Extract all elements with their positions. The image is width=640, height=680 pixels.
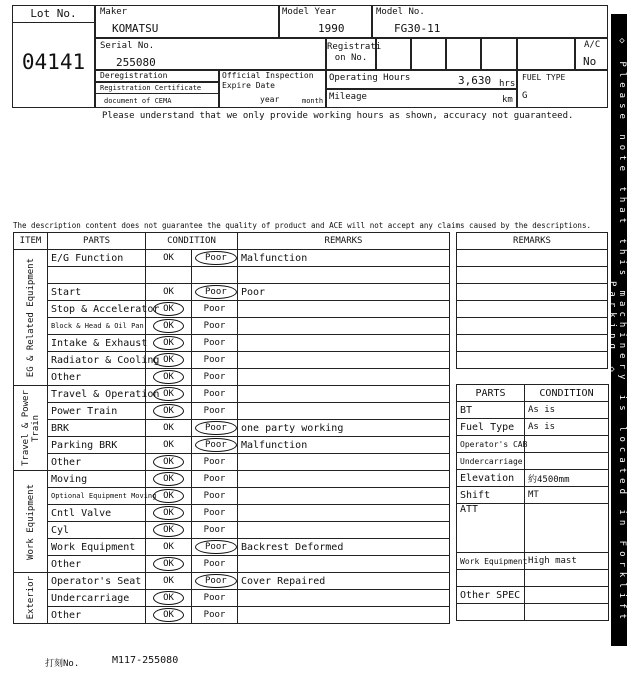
condition-ok-cell[interactable] <box>146 437 192 454</box>
year-label: year <box>260 95 280 104</box>
spec-col-parts-header: PARTS <box>457 385 525 402</box>
remark-cell <box>238 318 450 335</box>
spec-condition: As is <box>525 402 609 419</box>
table-row <box>14 556 450 573</box>
spec-row <box>457 553 609 570</box>
spec-condition: As is <box>525 419 609 436</box>
ok-option[interactable]: OK <box>153 591 184 605</box>
poor-option[interactable]: Poor <box>203 304 226 314</box>
remark-cell <box>238 607 450 624</box>
spec-condition: 約4500mm <box>525 470 609 487</box>
ok-option[interactable]: OK <box>153 557 184 571</box>
part-name: Block & Head & Oil Pan <box>48 318 146 335</box>
remark-cell <box>238 505 450 522</box>
ok-option[interactable]: OK <box>163 440 174 450</box>
ok-option[interactable]: OK <box>163 253 174 263</box>
part-name: Work Equipment <box>48 539 146 556</box>
poor-option[interactable]: Poor <box>203 406 226 416</box>
poor-option[interactable]: Poor <box>195 438 237 452</box>
condition-ok-cell[interactable] <box>146 352 192 369</box>
spec-condition <box>525 587 609 604</box>
disclaimer: The description content does not guarantee the quality of product and ACE will not accept any claims caused by the descriptions. <box>13 221 591 230</box>
right-remarks-body <box>457 233 608 369</box>
ok-option[interactable]: OK <box>153 472 184 486</box>
spec-row <box>457 504 609 553</box>
remarks-row <box>457 335 608 352</box>
model-no-value: FG30-11 <box>394 22 441 35</box>
serial-value: 255080 <box>116 56 156 69</box>
condition-poor-cell[interactable] <box>192 335 238 352</box>
condition-ok-cell[interactable] <box>146 386 192 403</box>
poor-option[interactable]: Poor <box>203 508 226 518</box>
fuel-type-value: G <box>522 91 528 101</box>
group-cell <box>14 250 48 386</box>
lot-number: 04141 <box>21 50 86 74</box>
mileage-label: Mileage <box>329 92 367 102</box>
condition-poor-cell[interactable] <box>192 284 238 301</box>
remark-cell <box>238 488 450 505</box>
condition-ok-cell[interactable] <box>146 505 192 522</box>
remark-cell <box>238 590 450 607</box>
condition-poor-cell[interactable] <box>192 437 238 454</box>
spec-condition <box>525 504 609 553</box>
spec-part: BT <box>457 402 525 419</box>
part-name: Parking BRK <box>48 437 146 454</box>
poor-option[interactable]: Poor <box>203 474 226 484</box>
condition-poor-cell[interactable] <box>192 352 238 369</box>
remark-cell <box>238 369 450 386</box>
spec-part: Operator's CAB <box>457 436 525 453</box>
part-name: Other <box>48 607 146 624</box>
poor-option[interactable]: Poor <box>203 525 226 535</box>
spec-part: Undercarriage <box>457 453 525 470</box>
right-remarks-header: REMARKS <box>457 233 608 250</box>
part-name: Cyl <box>48 522 146 539</box>
spec-row <box>457 604 609 621</box>
part-name: BRK <box>48 420 146 437</box>
operating-hours-value: 3,630 <box>458 74 492 87</box>
registration-box-5 <box>517 38 575 70</box>
condition-table-header <box>14 233 450 250</box>
remarks-cell[interactable] <box>457 250 608 267</box>
table-row <box>14 267 450 284</box>
poor-option[interactable]: Poor <box>195 540 237 554</box>
part-name: Stop & Accelerator <box>48 301 146 318</box>
poor-option[interactable]: Poor <box>203 593 226 603</box>
table-row <box>14 403 450 420</box>
condition-poor-cell[interactable] <box>192 607 238 624</box>
remark-cell <box>238 301 450 318</box>
ok-option[interactable]: OK <box>153 489 184 503</box>
group-cell <box>14 471 48 573</box>
group-cell <box>14 386 48 471</box>
stamp-number: M117-255080 <box>112 655 179 666</box>
remark-cell <box>238 267 450 284</box>
remarks-row <box>457 318 608 335</box>
poor-option[interactable]: Poor <box>203 389 226 399</box>
spec-col-condition-header: CONDITION <box>525 385 609 402</box>
model-year-label: Model Year <box>282 7 337 17</box>
condition-ok-cell[interactable] <box>146 590 192 607</box>
remarks-cell[interactable] <box>457 301 608 318</box>
remarks-row <box>457 284 608 301</box>
part-name: Cntl Valve <box>48 505 146 522</box>
remark-cell <box>238 471 450 488</box>
spec-part <box>457 604 525 621</box>
operating-hours-label: Operating Hours <box>329 73 411 83</box>
col-parts-header: PARTS <box>48 233 146 250</box>
registration-box-1 <box>376 38 411 70</box>
table-row <box>14 454 450 471</box>
condition-ok-cell[interactable] <box>146 318 192 335</box>
ok-option[interactable]: OK <box>163 576 174 586</box>
part-name: Power Train <box>48 403 146 420</box>
ok-option[interactable]: OK <box>163 542 174 552</box>
poor-option[interactable]: Poor <box>203 338 226 348</box>
hours-note: Please understand that we only provide working hours as shown, accuracy not guaranteed. <box>102 111 574 121</box>
condition-poor-cell[interactable] <box>192 471 238 488</box>
condition-poor-cell[interactable] <box>192 454 238 471</box>
table-row <box>14 420 450 437</box>
group-cell <box>14 573 48 624</box>
spec-row <box>457 470 609 487</box>
maker-value: KOMATSU <box>112 22 159 35</box>
table-row <box>14 369 450 386</box>
remarks-cell[interactable] <box>457 352 608 369</box>
remark-cell <box>238 454 450 471</box>
table-row <box>14 301 450 318</box>
spec-table-body <box>457 385 609 621</box>
spec-row <box>457 419 609 436</box>
registration-label: Registrati on No. <box>327 42 382 63</box>
spec-part: Other SPEC <box>457 587 525 604</box>
spec-part: Fuel Type <box>457 419 525 436</box>
col-remarks-header: REMARKS <box>238 233 450 250</box>
table-row <box>14 284 450 301</box>
condition-ok-cell[interactable] <box>146 284 192 301</box>
ok-option[interactable]: OK <box>153 319 184 333</box>
table-row <box>14 250 450 267</box>
ok-option[interactable]: OK <box>153 336 184 350</box>
part-name: Radiator & Cooling <box>48 352 146 369</box>
deregistration-label: Deregistration <box>100 71 168 80</box>
remark-cell <box>238 556 450 573</box>
condition-ok-cell[interactable] <box>146 471 192 488</box>
condition-ok-cell[interactable] <box>146 488 192 505</box>
condition-poor-cell[interactable] <box>192 369 238 386</box>
spec-row <box>457 570 609 587</box>
remark-cell <box>238 403 450 420</box>
ok-option[interactable]: OK <box>153 353 184 367</box>
ok-option[interactable]: OK <box>153 302 184 316</box>
registration-box-4 <box>481 38 517 70</box>
spec-row <box>457 487 609 504</box>
spec-row <box>457 402 609 419</box>
remarks-cell[interactable] <box>457 318 608 335</box>
spec-part: Work Equipment <box>457 553 525 570</box>
poor-option[interactable]: Poor <box>203 559 226 569</box>
condition-ok-cell[interactable] <box>146 556 192 573</box>
table-row <box>14 335 450 352</box>
part-name: Operator's Seat <box>48 573 146 590</box>
table-row <box>14 522 450 539</box>
lot-label: Lot No. <box>30 7 77 20</box>
poor-option[interactable]: Poor <box>195 574 237 588</box>
poor-option[interactable]: Poor <box>203 610 226 620</box>
remark-cell: Malfunction <box>238 250 450 267</box>
fuel-type-label: FUEL TYPE <box>522 73 566 82</box>
condition-ok-cell[interactable] <box>146 301 192 318</box>
km-unit: km <box>502 95 513 105</box>
table-row <box>14 488 450 505</box>
ok-option[interactable]: OK <box>163 423 174 433</box>
ok-option[interactable]: OK <box>153 506 184 520</box>
condition-poor-cell[interactable] <box>192 488 238 505</box>
table-row <box>14 318 450 335</box>
table-row <box>14 386 450 403</box>
condition-ok-cell[interactable] <box>146 403 192 420</box>
model-year-value: 1990 <box>318 22 345 35</box>
spec-table <box>456 384 609 621</box>
condition-poor-cell[interactable] <box>192 505 238 522</box>
remarks-cell[interactable] <box>457 267 608 284</box>
condition-table-body <box>14 233 450 624</box>
part-name: Other <box>48 556 146 573</box>
spec-condition <box>525 570 609 587</box>
condition-poor-cell[interactable] <box>192 386 238 403</box>
table-row <box>14 352 450 369</box>
remarks-row <box>457 301 608 318</box>
poor-option[interactable]: Poor <box>195 285 237 299</box>
condition-poor-cell[interactable] <box>192 301 238 318</box>
spec-part: Elevation <box>457 470 525 487</box>
registration-box-3 <box>446 38 481 70</box>
hrs-unit: hrs <box>499 79 516 89</box>
remarks-cell[interactable] <box>457 335 608 352</box>
serial-label: Serial No. <box>100 41 155 51</box>
condition-poor-cell[interactable] <box>192 318 238 335</box>
remark-cell: one party working <box>238 420 450 437</box>
spec-row <box>457 436 609 453</box>
remark-cell <box>238 522 450 539</box>
right-remarks-table <box>456 232 608 369</box>
spec-condition <box>525 436 609 453</box>
spec-row <box>457 453 609 470</box>
part-name: Moving <box>48 471 146 488</box>
table-row <box>14 437 450 454</box>
group-label: Work Equipment <box>25 483 36 560</box>
poor-option[interactable]: Poor <box>195 251 237 265</box>
condition-ok-cell[interactable] <box>146 522 192 539</box>
spec-condition: High mast <box>525 553 609 570</box>
stamp-label: 打刻No. <box>45 659 80 669</box>
table-row <box>14 471 450 488</box>
condition-poor-cell[interactable] <box>192 590 238 607</box>
condition-poor-cell[interactable] <box>192 573 238 590</box>
ac-value: No <box>583 55 597 68</box>
ok-option[interactable]: OK <box>153 523 184 537</box>
poor-option[interactable]: Poor <box>203 457 226 467</box>
model-no-label: Model No. <box>376 7 425 17</box>
spec-condition <box>525 604 609 621</box>
table-row <box>14 590 450 607</box>
reg-cert-label: Registration Certificate <box>100 84 202 92</box>
condition-ok-cell[interactable] <box>146 267 192 284</box>
poor-option[interactable]: Poor <box>195 421 237 435</box>
condition-ok-cell[interactable] <box>146 369 192 386</box>
col-condition-header: CONDITION <box>146 233 238 250</box>
condition-ok-cell[interactable] <box>146 607 192 624</box>
part-name: Other <box>48 369 146 386</box>
condition-ok-cell[interactable] <box>146 420 192 437</box>
remarks-row <box>457 267 608 284</box>
table-row <box>14 607 450 624</box>
ok-option[interactable]: OK <box>153 608 184 622</box>
col-item-header: ITEM <box>14 233 48 250</box>
table-row <box>14 539 450 556</box>
condition-table <box>13 232 450 624</box>
condition-poor-cell[interactable] <box>192 403 238 420</box>
condition-ok-cell[interactable] <box>146 539 192 556</box>
side-note: ◇ Please note that this machinery is located in Forklift Parking ◇ <box>611 14 627 646</box>
month-label: month <box>302 97 324 105</box>
registration-box-2 <box>411 38 446 70</box>
inspection-label: Official Inspection Expire Date <box>222 71 314 90</box>
spec-part <box>457 570 525 587</box>
spec-condition <box>525 453 609 470</box>
table-row <box>14 573 450 590</box>
condition-poor-cell[interactable] <box>192 522 238 539</box>
spec-table-header <box>457 385 609 402</box>
table-row <box>14 505 450 522</box>
remark-cell: Malfunction <box>238 437 450 454</box>
condition-ok-cell[interactable] <box>146 335 192 352</box>
remark-cell <box>238 335 450 352</box>
ok-option[interactable]: OK <box>153 370 184 384</box>
ok-option[interactable]: OK <box>163 287 174 297</box>
group-label: Travel & Power Train <box>20 390 41 466</box>
remark-cell <box>238 386 450 403</box>
ok-option[interactable]: OK <box>153 387 184 401</box>
condition-poor-cell[interactable] <box>192 250 238 267</box>
part-name: Start <box>48 284 146 301</box>
remark-cell: Cover Repaired <box>238 573 450 590</box>
remark-cell: Backrest Deformed <box>238 539 450 556</box>
poor-option[interactable]: Poor <box>203 355 226 365</box>
remarks-cell[interactable] <box>457 284 608 301</box>
group-label: Exterior <box>25 576 36 620</box>
part-name: Travel & Operation <box>48 386 146 403</box>
condition-ok-cell[interactable] <box>146 250 192 267</box>
part-name <box>48 267 146 284</box>
condition-poor-cell[interactable] <box>192 420 238 437</box>
ac-label: A/C <box>584 40 601 50</box>
remarks-row <box>457 250 608 267</box>
ok-option[interactable]: OK <box>153 455 184 469</box>
group-label: EG & Related Equipment <box>25 257 36 378</box>
poor-option[interactable]: Poor <box>203 491 226 501</box>
condition-ok-cell[interactable] <box>146 454 192 471</box>
remarks-row <box>457 352 608 369</box>
spec-part: Shift <box>457 487 525 504</box>
condition-poor-cell[interactable] <box>192 539 238 556</box>
cema-label: document of CEMA <box>104 97 172 105</box>
part-name: Optional Equipment Moving <box>48 488 146 505</box>
maker-label: Maker <box>100 7 128 17</box>
remark-cell: Poor <box>238 284 450 301</box>
spec-part: ATT <box>457 504 525 553</box>
part-name: Undercarriage <box>48 590 146 607</box>
condition-poor-cell[interactable] <box>192 556 238 573</box>
spec-condition: MT <box>525 487 609 504</box>
ok-option[interactable]: OK <box>153 404 184 418</box>
condition-poor-cell[interactable] <box>192 267 238 284</box>
remark-cell <box>238 352 450 369</box>
spec-row <box>457 587 609 604</box>
part-name: E/G Function <box>48 250 146 267</box>
part-name: Intake & Exhaust <box>48 335 146 352</box>
condition-ok-cell[interactable] <box>146 573 192 590</box>
poor-option[interactable]: Poor <box>203 372 226 382</box>
poor-option[interactable]: Poor <box>203 321 226 331</box>
part-name: Other <box>48 454 146 471</box>
